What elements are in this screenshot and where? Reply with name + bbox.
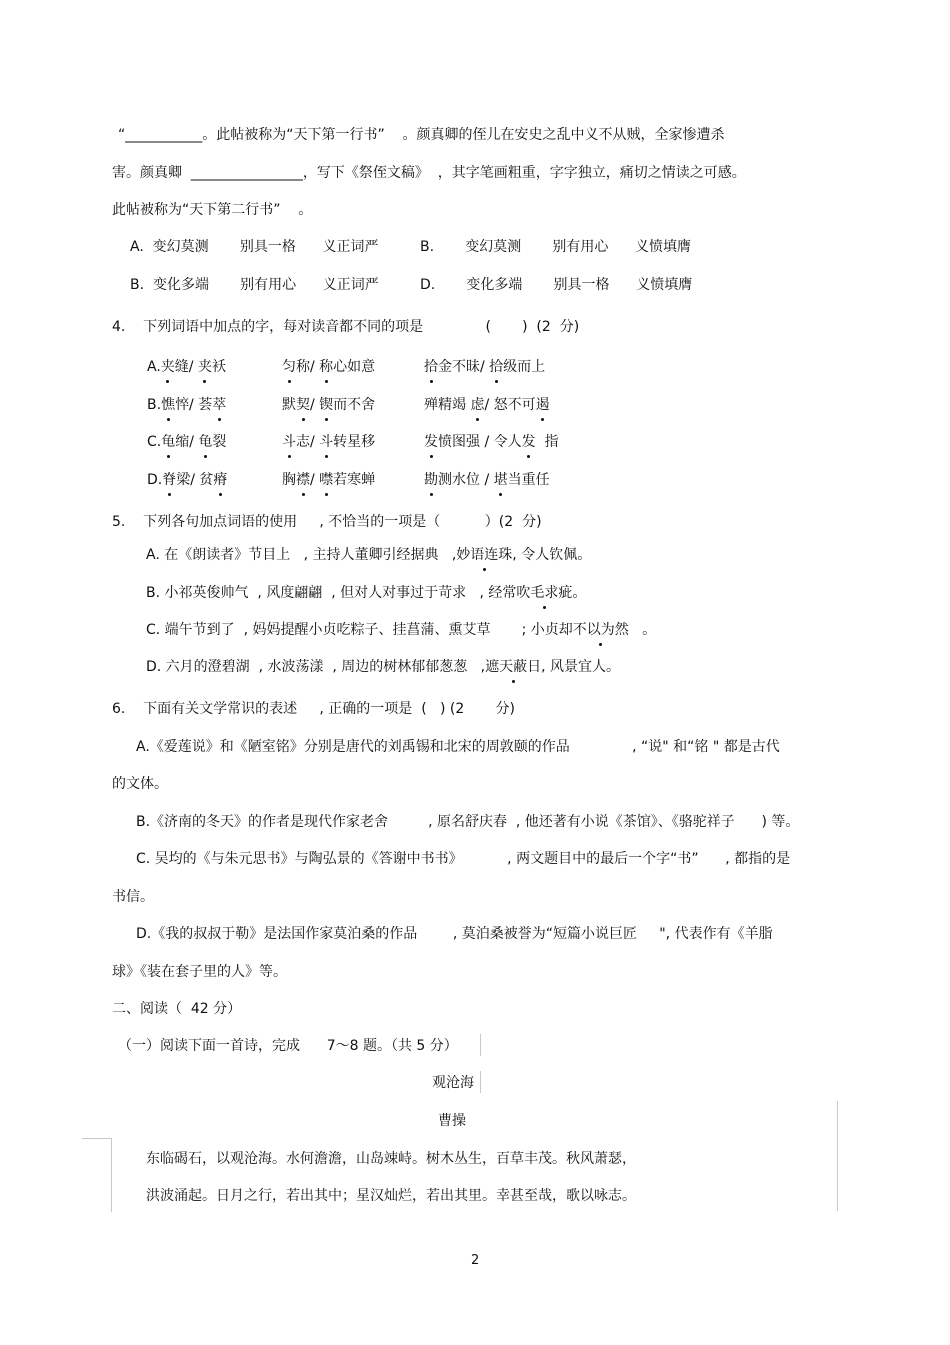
q6-option-d-line1: D.《我的叔叔于勒》是法国作家莫泊桑的作品 , 莫泊桑被誉为“短篇小说巨匠 ", 代表作有《羊脂	[136, 926, 773, 942]
page-number: 2	[471, 1253, 480, 1268]
q3-option-b: B. 变幻莫测 别有用心 义愤填膺	[420, 239, 692, 255]
q3-line-3: 此帖被称为“天下第二行书” 。	[112, 202, 313, 218]
q3-option-c: B. 变化多端 别有用心 义正词严	[130, 277, 379, 293]
q6-option-c-line1: C. 吴均的《与朱元思书》与陶弘景的《答谢中书书》 , 两文题目中的最后一个字“书” , 都指的是	[136, 851, 791, 867]
q5-option-d: D. 六月的澄碧湖 , 水波荡漾 , 周边的树林郁郁葱葱 ,遮天蔽日, 风景宜人。	[146, 659, 620, 675]
q6-option-c-line2: 书信。	[112, 889, 154, 905]
section-subheading: （一）阅读下面一首诗，完成 7～8 题。（共 5 分）	[118, 1038, 458, 1054]
q4-row-a-col2: 匀称/ 称心如意	[282, 359, 376, 375]
q4-row-c-col3: 发愤图强 / 令人发 指	[424, 434, 559, 450]
divider	[480, 1034, 481, 1056]
q5-option-a: A. 在《朗读者》节目上 , 主持人董卿引经据典 ,妙语连珠, 令人钦佩。	[146, 547, 592, 563]
q6-stem: 6. 下面有关文学常识的表述 , 正确的一项是 ( ) (2 分)	[112, 701, 515, 717]
divider	[480, 1071, 481, 1093]
q4-row-c-col2: 斗志/ 斗转星移	[282, 434, 376, 450]
q6-option-a-line2: 的文体。	[112, 776, 168, 792]
q6-option-d-line2: 球》《装在套子里的人》等。	[112, 964, 287, 980]
poem-line-2: 洪波涌起。日月之行，若出其中；星汉灿烂，若出其里。幸甚至哉，歌以咏志。	[146, 1188, 636, 1204]
q4-stem: 4. 下列词语中加点的字，每对读音都不同的项是 ( ) (2 分)	[112, 319, 580, 335]
poem-author: 曹操	[438, 1113, 466, 1129]
q3-option-a: A. 变幻莫测 别具一格 义正词严	[130, 239, 379, 255]
q5-option-c: C. 端午节到了 , 妈妈提醒小贞吃粽子、挂菖蒲、熏艾草 ; 小贞却不以为然 。	[146, 622, 657, 638]
q6-option-b-line1: B.《济南的冬天》的作者是现代作家老舍 , 原名舒庆春 , 他还著有小说《茶馆》、《骆驼祥子 ) 等。	[136, 814, 800, 830]
q5-option-b: B. 小祁英俊帅气 , 风度翩翩 , 但对人对事过于苛求 , 经常吹毛求疵。	[146, 585, 587, 601]
q4-row-d-col3: 勘测水位 / 堪当重任	[424, 472, 550, 488]
q3-option-d: D. 变化多端 别具一格 义愤填膺	[420, 277, 693, 293]
q4-row-a-col3: 拾金不昧/ 拾级而上	[424, 359, 546, 375]
q4-row-c-col1: C.龟缩/ 龟裂	[147, 434, 227, 450]
divider	[837, 1101, 838, 1211]
divider	[111, 1138, 112, 1212]
q6-option-a-line1: A.《爱莲说》和《陋室铭》分别是唐代的刘禹锡和北宋的周敦颐的作品 , “说" 和“铭 " 都是古代	[136, 739, 780, 755]
q3-line-2: 害。颜真卿 ________________，写下《祭侄文稿》 ，其字笔画粗重，字字独立，痛切之情读之可感。	[112, 165, 746, 181]
q4-row-b-col2: 默契/ 锲而不舍	[282, 397, 376, 413]
q4-row-a-col1: A.夹缝/ 夹袄	[147, 359, 226, 375]
section-heading: 二、阅读（ 42 分）	[112, 1001, 242, 1017]
q4-row-d-col2: 胸襟/ 噤若寒蝉	[282, 472, 376, 488]
divider	[82, 1138, 112, 1139]
poem-title: 观沧海	[432, 1075, 474, 1091]
poem-line-1: 东临碣石，以观沧海。水何澹澹，山岛竦峙。树木丛生，百草丰茂。秋风萧瑟，	[146, 1151, 636, 1167]
q4-row-d-col1: D.脊梁/ 贫瘠	[147, 472, 228, 488]
q4-row-b-col3: 殚精竭 虑/ 怒不可遏	[424, 397, 550, 413]
q3-line-1: “___________。此帖被称为“天下第一行书” 。颜真卿的侄儿在安史之乱中义不从贼，全家惨遭杀	[118, 127, 725, 143]
q4-row-b-col1: B.憔悴/ 荟萃	[147, 397, 227, 413]
q5-stem: 5. 下列各句加点词语的使用 , 不恰当的一项是（ ）(2 分)	[112, 514, 542, 530]
